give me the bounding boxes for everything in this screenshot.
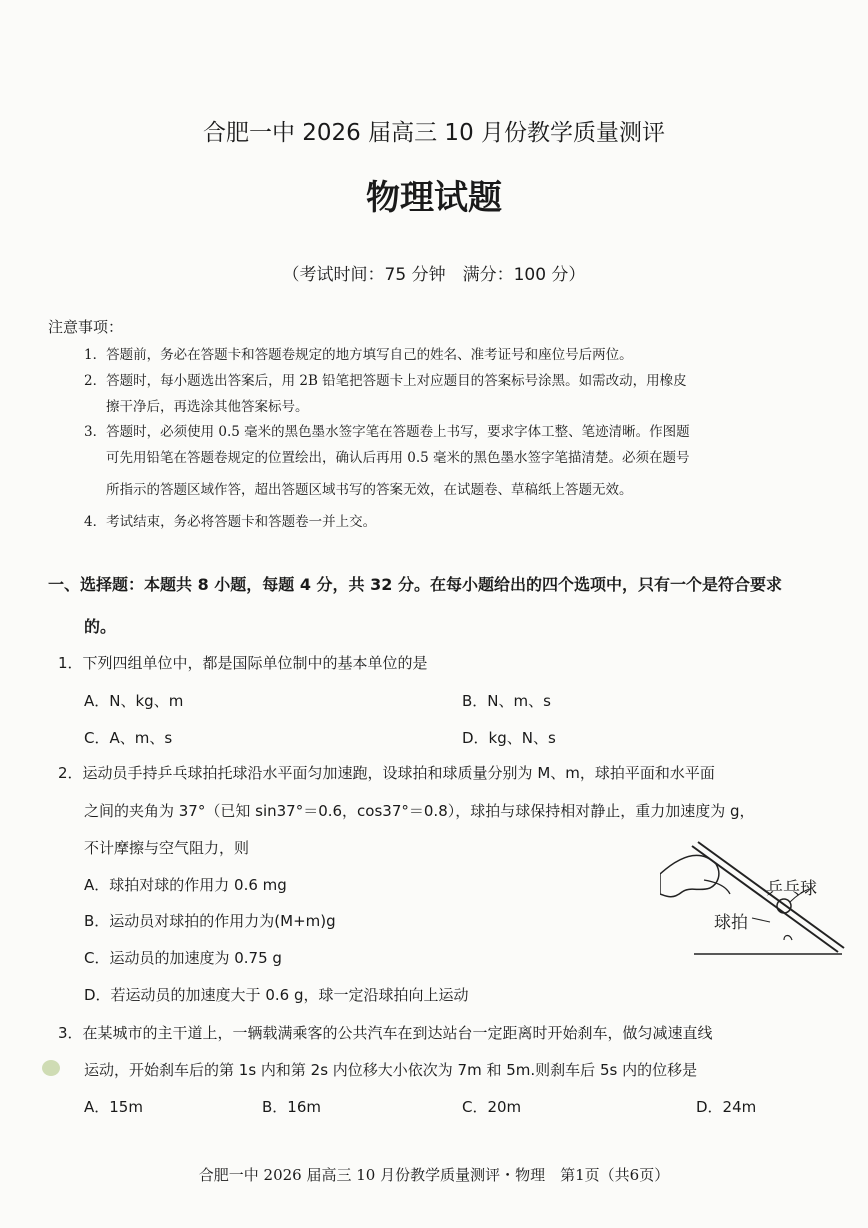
notice-item-3-cont: 可先用铅笔在答题卷规定的位置绘出，确认后再用 0.5 毫米的黑色墨水签字笔描清楚。必须在题号 (106, 450, 690, 466)
notice-heading: 注意事项： (48, 318, 124, 336)
question-2-option-a: A．球拍对球的作用力 0.6 mg (84, 876, 287, 894)
page-footer: 合肥一中 2026 届高三 10 月份教学质量测评・物理 第1页（共6页） (198, 1166, 670, 1184)
notice-item-4: 4．考试结束，务必将答题卡和答题卷一并上交。 (84, 514, 377, 530)
racket-label: 球拍 (714, 913, 748, 933)
question-3-option-c: C．20m (462, 1098, 522, 1116)
notice-item-1: 1．答题前，务必在答题卡和答题卷规定的地方填写自己的姓名、准考证号和座位号后两位。 (84, 347, 633, 363)
ping-pong-ball-label: 乒乓球 (766, 879, 817, 899)
racket-ball-figure (660, 836, 850, 956)
question-2-option-d: D．若运动员的加速度大于 0.6 g，球一定沿球拍向上运动 (84, 986, 469, 1004)
question-2-stem-line-2: 之间的夹角为 37°（已知 sin37°＝0.6，cos37°＝0.8），球拍与球保持相对静止，重力加速度为 g， (84, 802, 755, 820)
question-3-stem-line-1: 3．在某城市的主干道上，一辆载满乘客的公共汽车在到达站台一定距离时开始刹车，做匀减速直线 (58, 1024, 713, 1042)
question-1-option-a: A．N、kg、m (84, 692, 184, 710)
question-1-option-c: C．A、m、s (84, 729, 173, 747)
exam-time-info: （考试时间：75 分钟 满分：100 分） (282, 265, 586, 285)
exam-title: 合肥一中 2026 届高三 10 月份教学质量测评 (202, 120, 666, 146)
question-2-option-b: B．运动员对球拍的作用力为(M+m)g (84, 912, 336, 930)
notice-item-2-cont: 擦干净后，再选涂其他答案标号。 (106, 399, 309, 415)
question-2-option-c: C．运动员的加速度为 0.75 g (84, 949, 282, 967)
question-1-option-d: D．kg、N、s (462, 729, 556, 747)
section-heading-cont: 的。 (84, 617, 117, 636)
notice-item-3-cont-2: 所指示的答题区域作答，超出答题区域书写的答案无效，在试题卷、草稿纸上答题无效。 (106, 482, 633, 498)
question-1-stem: 1．下列四组单位中，都是国际单位制中的基本单位的是 (58, 654, 428, 672)
question-2-stem-line-3: 不计摩擦与空气阻力，则 (84, 839, 250, 857)
question-1-option-b: B．N、m、s (462, 692, 551, 710)
question-3-stem-line-2: 运动，开始刹车后的第 1s 内和第 2s 内位移大小依次为 7m 和 5m.则刹车后 5s 内的位移是 (84, 1061, 698, 1079)
notice-item-3: 3．答题时，必须使用 0.5 毫米的黑色墨水签字笔在答题卷上书写，要求字体工整、笔迹清晰。作图题 (84, 424, 690, 440)
notice-item-2: 2．答题时，每小题选出答案后，用 2B 铅笔把答题卡上对应题目的答案标号涂黑。如需改动，用橡皮 (84, 373, 687, 389)
question-3-option-d: D．24m (696, 1098, 757, 1116)
question-3-option-a: A．15m (84, 1098, 143, 1116)
question-2-stem-line-1: 2．运动员手持乒乓球拍托球沿水平面匀加速跑，设球拍和球质量分别为 M、m，球拍平面和水平面 (58, 764, 715, 782)
page-smudge (42, 1060, 60, 1076)
question-3-option-b: B．16m (262, 1098, 321, 1116)
racket-ball-illustration (660, 836, 850, 956)
section-heading: 一、选择题：本题共 8 小题，每题 4 分，共 32 分。在每小题给出的四个选项中，只有一个是符合要求 (48, 575, 782, 594)
subject-title: 物理试题 (366, 178, 502, 218)
